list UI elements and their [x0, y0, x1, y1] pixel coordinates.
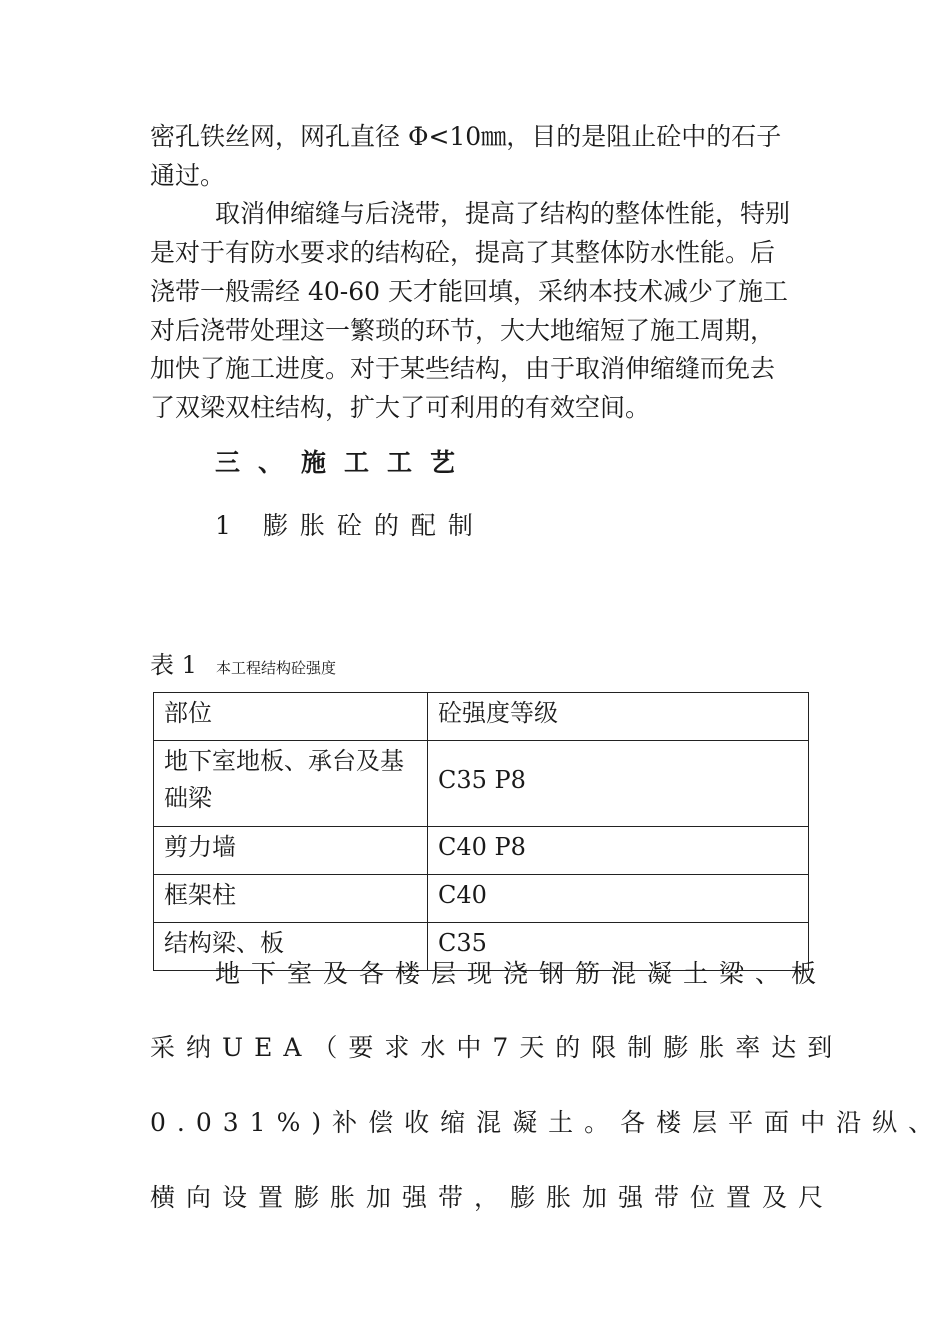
paragraph2-line-5: 加快了施工进度。对于某些结构，由于取消伸缩缝而免去 [150, 354, 776, 383]
paragraph2-line-6: 了双梁双柱结构，扩大了可利用的有效空间。 [150, 393, 651, 422]
table-cell: 框架柱 [154, 874, 428, 922]
table-cell: C40 P8 [428, 826, 809, 874]
concrete-strength-table [153, 692, 809, 971]
paragraph3-line-3: 0.031%)补偿收缩混凝土。各楼层平面中沿纵、 [150, 1108, 945, 1137]
paragraph1-line-1: 密孔铁丝网，网孔直径 Φ<10㎜，目的是阻止砼中的石子 [150, 122, 782, 151]
paragraph3-line-4: 横向设置膨胀加强带，膨胀加强带位置及尺 [150, 1183, 835, 1212]
table-header-cell: 部位 [154, 693, 428, 741]
table-header-cell: 砼强度等级 [428, 693, 809, 741]
paragraph2-line-3: 浇带一般需经 40-60 天才能回填，采纳本技术减少了施工 [150, 277, 788, 306]
section-heading: 三、施工工艺 [215, 448, 474, 477]
table-cell: 剪力墙 [154, 826, 428, 874]
table-cell: C40 [428, 874, 809, 922]
table-row [154, 741, 809, 826]
table-header-row [154, 693, 809, 741]
table-caption [150, 645, 336, 680]
paragraph1-line-2: 通过。 [150, 161, 226, 190]
table-cell: C35 [428, 922, 809, 970]
table-caption-text: 本工程结构砼强度 [216, 659, 337, 677]
table-row [154, 826, 809, 874]
table-cell: 结构梁、板 [154, 922, 428, 970]
table-cell: C35 P8 [428, 741, 809, 826]
paragraph3-line-1: 地下室及各楼层现浇钢筋混凝土梁、板 [215, 959, 828, 988]
subsection-heading: 1 膨胀砼的配制 [215, 511, 485, 540]
table-caption-label: 表 1 [150, 651, 197, 679]
paragraph3-line-2: 采纳UEA（要求水中7天的限制膨胀率达到 [150, 1033, 844, 1062]
table-row [154, 874, 809, 922]
paragraph2-line-4: 对后浇带处理这一繁琐的环节，大大地缩短了施工周期， [150, 316, 776, 345]
paragraph2-line-2: 是对于有防水要求的结构砼，提高了其整体防水性能。后 [150, 238, 776, 267]
table-cell: 地下室地板、承台及基础梁 [154, 741, 428, 826]
paragraph2-line-1: 取消伸缩缝与后浇带，提高了结构的整体性能，特别 [215, 199, 791, 228]
